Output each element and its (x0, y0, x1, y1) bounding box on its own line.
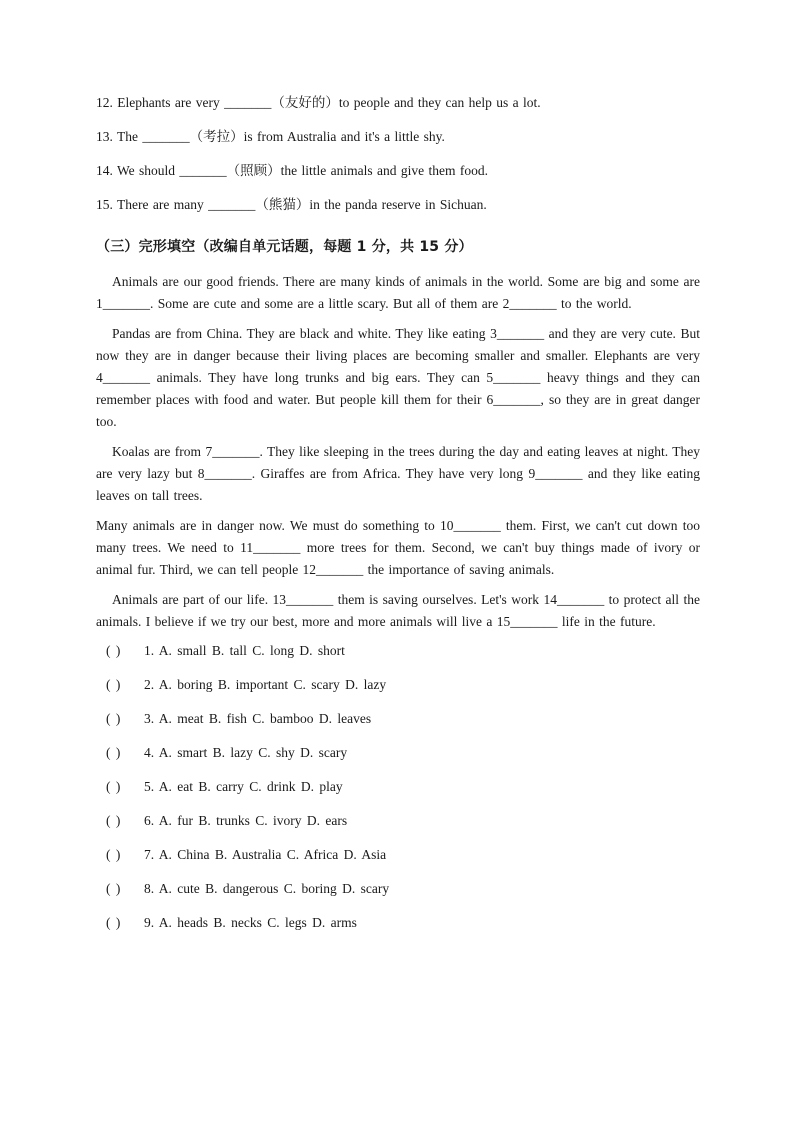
answer-option-row-4 (96, 743, 700, 763)
option-text: 8. A. cute B. dangerous C. boring D. scary (144, 881, 390, 896)
fill-in-question-12: 12. Elephants are very _______（友好的）to people and they can help us a lot. (96, 95, 541, 110)
option-text: 4. A. smart B. lazy C. shy D. scary (144, 745, 348, 760)
answer-option-row-3 (96, 709, 700, 729)
answer-blank[interactable]: ( ) (106, 643, 121, 658)
answer-options-list (96, 641, 700, 933)
answer-option-row-6 (96, 811, 700, 831)
option-text: 2. A. boring B. important C. scary D. lazy (144, 677, 387, 692)
answer-option-row-9 (96, 913, 700, 933)
cloze-passage (96, 271, 700, 633)
cloze-paragraph-4: Many animals are in danger now. We must do something to 10_______ them. First, we can't cut down too many trees. We need to 11_______ more trees for them. Second, we can't buy things made of ivory or animal fur. Third, we can tell people 12_______ the importance of saving animals. (96, 518, 700, 577)
worksheet-page (96, 93, 700, 947)
answer-option-row-2 (96, 675, 700, 695)
fill-in-question-13: 13. The _______（考拉）is from Australia and it's a little shy. (96, 129, 445, 144)
option-text: 3. A. meat B. fish C. bamboo D. leaves (144, 711, 372, 726)
answer-option-row-7 (96, 845, 700, 865)
cloze-paragraph-5: Animals are part of our life. 13_______ them is saving ourselves. Let's work 14_______ to protect all the animals. I believe if we try our best, more and more animals will live a 15_______ life in the future. (96, 592, 700, 629)
answer-blank[interactable]: ( ) (106, 915, 121, 930)
option-text: 6. A. fur B. trunks C. ivory D. ears (144, 813, 348, 828)
answer-blank[interactable]: ( ) (106, 881, 121, 896)
answer-blank[interactable]: ( ) (106, 779, 121, 794)
answer-option-row-8 (96, 879, 700, 899)
answer-option-row-1 (96, 641, 700, 661)
option-text: 9. A. heads B. necks C. legs D. arms (144, 915, 357, 930)
fill-in-question-14: 14. We should _______（照顾）the little animals and give them food. (96, 163, 488, 178)
answer-blank[interactable]: ( ) (106, 711, 121, 726)
answer-blank[interactable]: ( ) (106, 745, 121, 760)
answer-blank[interactable]: ( ) (106, 677, 121, 692)
answer-option-row-5 (96, 777, 700, 797)
option-text: 5. A. eat B. carry C. drink D. play (144, 779, 343, 794)
fill-in-section (96, 93, 700, 215)
cloze-section-title: （三）完形填空（改编自单元话题，每题 1 分，共 15 分） (96, 239, 473, 255)
cloze-paragraph-3: Koalas are from 7_______. They like sleeping in the trees during the day and eating leaves at night. They are very lazy but 8_______. Giraffes are from Africa. They have very long 9_______ and they like eating leaves on tall trees. (96, 444, 700, 503)
cloze-paragraph-1: Animals are our good friends. There are many kinds of animals in the world. Some are big and some are 1_______. Some are cute and some are a little scary. But all of them are 2_______ to the world. (96, 274, 700, 311)
fill-in-question-15: 15. There are many _______（熊猫）in the panda reserve in Sichuan. (96, 197, 487, 212)
cloze-paragraph-2: Pandas are from China. They are black and white. They like eating 3_______ and they are very cute. But now they are in danger because their living places are becoming smaller and smaller. Elephants are very 4_______ animals. They have long trunks and big ears. They can 5_______ heavy things and they can remember places with food and water. But people kill them for their 6_______, so they are in great danger too. (96, 326, 700, 429)
option-text: 7. A. China B. Australia C. Africa D. Asia (144, 847, 387, 862)
answer-blank[interactable]: ( ) (106, 847, 121, 862)
option-text: 1. A. small B. tall C. long D. short (144, 643, 345, 658)
answer-blank[interactable]: ( ) (106, 813, 121, 828)
